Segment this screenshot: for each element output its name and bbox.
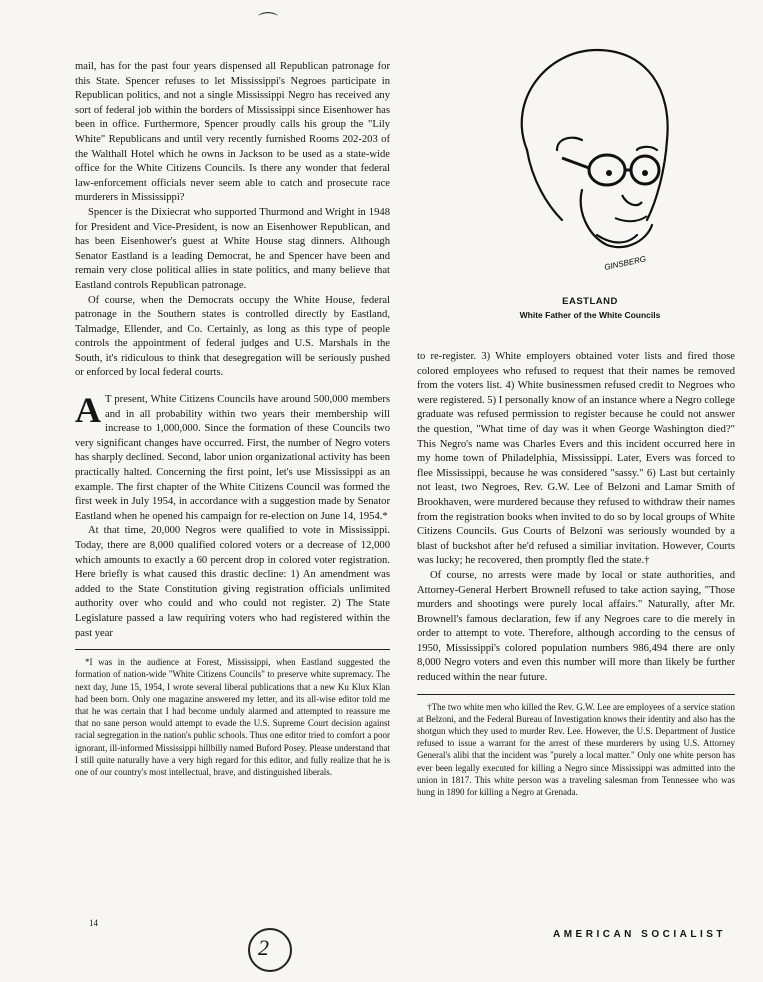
left-lens <box>589 155 625 185</box>
cheek-line <box>527 150 562 220</box>
body-paragraph: Of course, when the Democrats occupy the White House, federal patronage in the Southern states is controlled directly by Eastland, Talmadge, Ellender, and Co. Certainly, as long as this type of people controls the appointment of federal judges and U.S. Marshals in the South, it's ridiculous to think that desegregation will be seriously pushed or enforced by local federal courts. <box>75 294 390 379</box>
drop-cap: A <box>75 390 101 431</box>
lead-text: T present, White Citizens Councils have around 500,000 members and in all probability within two years their membership will increase to 1,000,000. Since the formation of these Councils two very significant changes have occurred. First, the number of Negro voters has sharply declined. Second, labor union organizational activity has been practically halted. Concerning the first point, let's use Mississippi as an example. The first chapter of the White Citizens Council was formed the first week in July 1954, in accordance with a suggestion made by Senator Eastland when he opened his campaign for re-election on June 14, 1954.* <box>75 394 390 522</box>
body-paragraph: mail, has for the past four years dispensed all Republican patronage for this State. Spencer refuses to let Mississippi's Negroes participate in Republican politics, and not a single Mississippi Negro has received any sort of federal job within the borders of Mississippi since Eisenhower has been in office. Furthermore, Spencer proudly calls his group the "Lily White" Republicans and until very recently furnished Rooms 202-203 of the Walthall Hotel which he owns in Jackson to be used as a state-wide office for the White Citizens Councils. Is there any wonder that federal law-enforcement officials never seem able to catch and prosecute race murderers in Mississippi? <box>75 61 390 204</box>
right-pupil <box>642 170 648 176</box>
page-number-circle <box>248 928 292 972</box>
mouth-line <box>615 216 647 221</box>
top-mark: ⌒ <box>258 12 278 34</box>
footnote-text: *I was in the audience at Forest, Mississippi, when Eastland suggested the formation of nation-wide "White Citizens Councils" to preserve white supremacy. The next day, June 15, 1954, I wrote several liberal publications that a new Ku Klux Klan had been born. Only one magazine answered my letter, and its all-wise editor told me that he was certain that I had become unduly alarmed and attempted to reassure me that no sane person would attempt to evade the U.S. Supreme Court decision against racial segregation in the nation's public schools. Thus one editor tried to comfort a poor ignorant, ill-informed Mississippi hillbilly named Buford Posey. Please understand that I still quite naturally have a very high regard for this editor, and fully realize that he is one of our country's most intellectual, brave, and distinguished liberals. <box>75 657 390 777</box>
eastland-caricature <box>487 30 687 280</box>
footnote-divider <box>75 649 390 650</box>
footnote-divider <box>417 694 735 695</box>
left-pupil <box>606 170 612 176</box>
glasses-arm <box>562 158 589 168</box>
footnote-text: †The two white men who killed the Rev. G.W. Lee are employees of a service station at Belzoni, and the Federal Bureau of Investigation knows their identity and also has the shotgun which they used to murder Rev. Lee. However, the U.S. Department of Justice refused to issue a warrant for the arrest of these murderers by using U.S. Attorney General's alibi that the incident was "purely a local matter." Only one white person has ever been legally executed for killing a Negro since Mississippi was admitted into the union in 1817. This white person was a traveling salesman from Tennessee who was hung in 1890 for killing a Negro at Grenada. <box>417 701 735 798</box>
artist-signature: GINSBERG <box>603 254 647 272</box>
caricature-caption <box>470 296 710 320</box>
right-column <box>417 350 735 798</box>
caption-subtitle: White Father of the White Councils <box>519 310 661 320</box>
section-gap <box>75 381 390 393</box>
left-column <box>75 60 390 778</box>
footnote-right <box>417 701 735 799</box>
ear-line <box>557 138 582 150</box>
lead-paragraph <box>75 390 390 524</box>
brow-line <box>637 147 657 150</box>
footnote-left <box>75 656 390 778</box>
chin-line <box>597 235 637 243</box>
body-paragraph: Of course, no arrests were made by local or state authorities, and Attorney-General Herbert Brownell refused to take action saying, "Those murders and shootings were purely local affairs." Naturally, after Mr. Brownell's famous declaration, few if any Negroes care to die merely in order to attempt to vote. Therefore, although according to the census of 1950, Mississippi's colored population numbers 986,494 there are only 8,000 Negro voters and even this number will more than likely be further reduced within the near future. <box>417 569 735 684</box>
body-paragraph: At that time, 20,000 Negros were qualified to vote in Mississippi. Today, there are 8,000 qualified colored voters or a decrease of 12,000 which amounts to exactly a 60 percent drop in colored voter registration. Here briefly is what caused this drastic decline: 1) An amendment was added to the State Constitution giving registration officials unlimited authority over who could and who could not register. 2) The State Legislature passed a law requiring voters who had registered within the past year <box>75 525 390 639</box>
folio-number: 14 <box>89 918 98 928</box>
handwritten-page-number: 2 <box>258 935 269 960</box>
nose-line <box>622 195 642 205</box>
body-paragraph: Spencer is the Dixiecrat who supported Thurmond and Wright in 1948 for President and Vice-President, is now an Eisenhower Republican, and has been Eisenhower's guest at White House stag dinners. Although Senator Eastland is a leading Democrat, he and Spencer have been and remain very close political allies in state politics, and many believe that Eastland controls Republican patronage. <box>75 206 390 291</box>
masthead: AMERICAN SOCIALIST <box>553 929 726 940</box>
body-paragraph: to re-register. 3) White employers obtained voter lists and fired those colored employees who refused to request that their names be removed from the voters list. 4) White businessmen refused credit to Negroes who were registered. 5) I personally know of an instance where a Negro college graduate was refused permission to register because he could not answer the question, "What time of day was it when George Washington died?" This Negro's name was Charles Evers and this incident occurred here in my home town of Philadelphia, Mississippi. Later, Evers was forced to flee Mississippi, because he was considered "sassy." 6) Last but certainly not least, two Negroes, Rev. G.W. Lee of Belzoni and Lamar Smith of Brookhaven, were murdered because they refused to withdraw their names from the registration books when invited to do so by local groups of White Citizens Councils. Gus Courts of Belzoni was seriously wounded by a blast of buckshot after he'd refused a similiar invitation. However, Courts was lucky; he recovered, then promptly fled the state.† <box>417 351 735 567</box>
caption-name: EASTLAND <box>562 296 618 307</box>
